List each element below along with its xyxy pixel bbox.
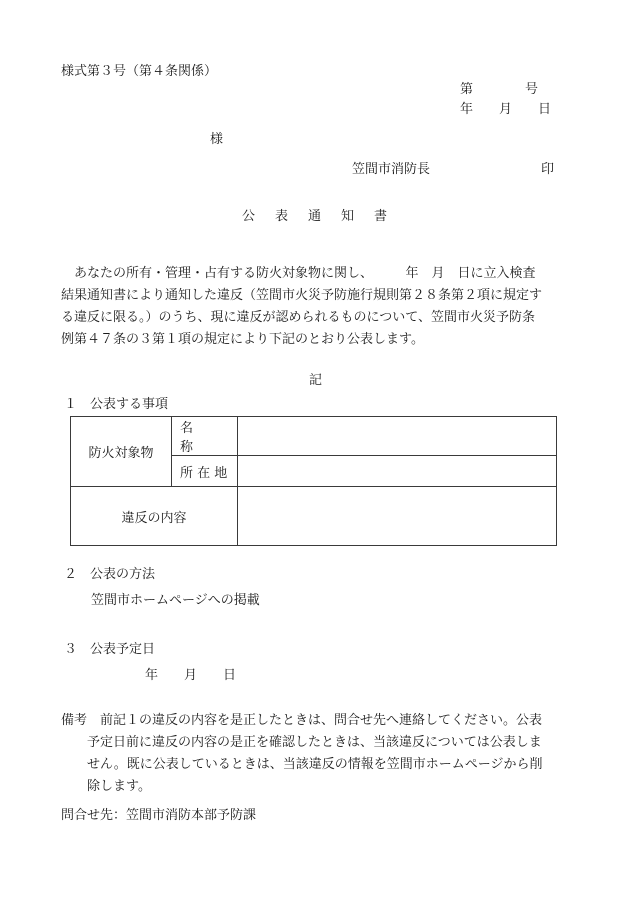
address-value-cell [238,456,557,487]
violation-value-cell [238,487,557,546]
seal-mark: 印 [541,162,555,177]
body-line: 例第４７条の３第１項の規定により下記のとおり公表します。 [61,332,424,347]
remarks-line: 備考 前記１の違反の内容を是正したときは、問合せ先へ連絡してください。公表 [61,713,543,728]
body-line: 結果通知書により通知した違反（笠間市火災予防施行規則第２８条第２項に規定す [61,288,543,303]
ki-heading: 記 [309,373,323,388]
remarks-line: 予定日前に違反の内容の是正を確認したときは、当該違反については公表しま [61,735,542,750]
body-paragraph [61,263,571,351]
publication-items-table [70,416,557,546]
remarks-line: 除します。 [61,779,151,794]
remarks-block [61,710,571,798]
section1-heading: １ 公表する事項 [64,397,169,412]
sender-name: 笠間市消防長 [352,162,431,177]
contact-info: 問合せ先：笠間市消防本部予防課 [61,808,257,823]
document-title: 公表通知書 [242,209,408,224]
body-line: る違反に限る。）のうち、現に違反が認められるものについて、笠間市火災予防条 [61,310,535,325]
name-value-cell [238,417,557,456]
body-line: あなたの所有・管理・占有する防火対象物に関し、 年 月 日に立入検査 [74,266,536,281]
address-label: 所 在 地 [172,456,238,487]
addressee-honorific: 様 [210,132,224,147]
table-row [71,417,557,456]
table-row [71,487,557,546]
name-label: 名 称 [172,417,238,456]
form-number: 様式第３号（第４条関係） [61,64,218,79]
object-label: 防火対象物 [71,417,172,487]
section3-heading: ３ 公表予定日 [64,642,156,657]
publication-method: 笠間市ホームページへの掲載 [91,593,260,608]
scheduled-date: 年 月 日 [145,668,237,683]
document-date: 年 月 日 [460,102,552,117]
document-number: 第 号 [460,82,539,97]
violation-label: 違反の内容 [71,487,238,546]
remarks-line: せん。既に公表しているときは、当該違反の情報を笠間市ホームページから削 [61,757,543,772]
section2-heading: ２ 公表の方法 [64,567,156,582]
